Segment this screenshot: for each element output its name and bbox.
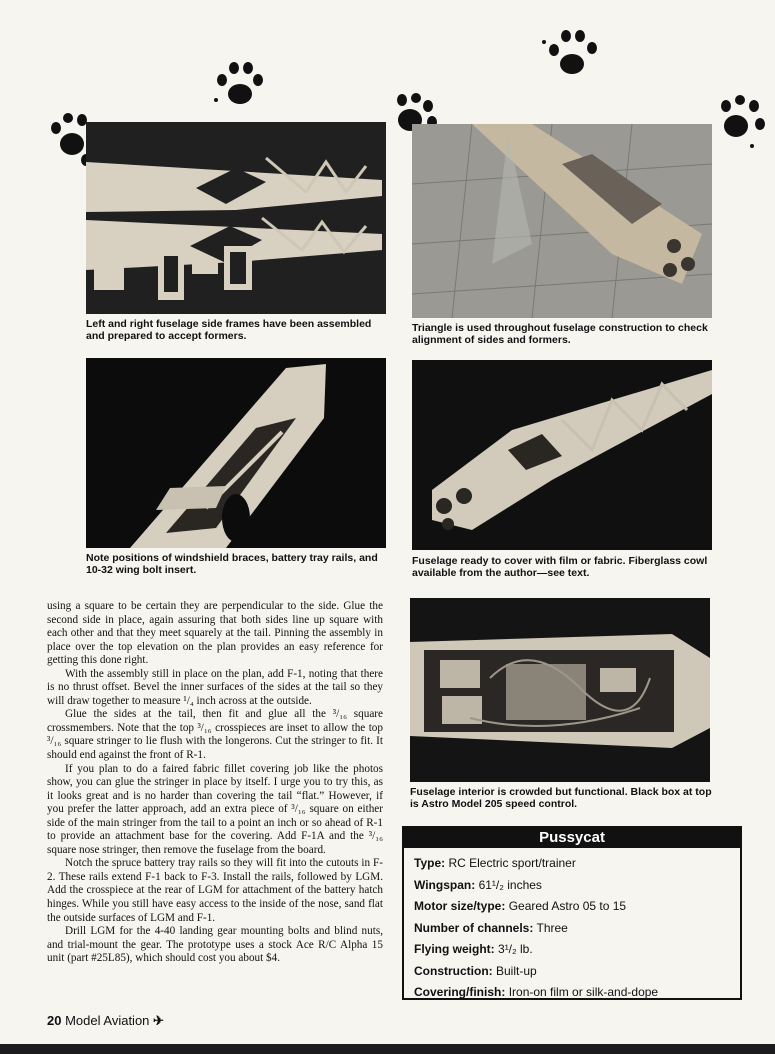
spec-label: Covering/finish: bbox=[414, 985, 506, 999]
spec-value: 61¹/₂ inches bbox=[478, 877, 542, 892]
spec-value: RC Electric sport/trainer bbox=[448, 856, 576, 870]
spec-label: Wingspan: bbox=[414, 877, 476, 892]
spec-value: Geared Astro 05 to 15 bbox=[508, 899, 627, 913]
photo-caption: Triangle is used throughout fuselage construction to check alignment of sides and formers. bbox=[412, 322, 708, 346]
spec-label: Type: bbox=[414, 856, 446, 870]
photo-fuselage-ready bbox=[412, 360, 712, 550]
spec-label: Number of channels: bbox=[414, 920, 534, 935]
photo-windshield-braces bbox=[86, 358, 386, 548]
spec-title: Pussycat bbox=[404, 828, 740, 848]
article-paragraph: using a square to be certain they are perpendicular to the side. Glue the second side in place, again assuring that both sides line up square with each other and that they meet squarely at the tail. Pinning the assembly in place over the top elevation on the plan provides an easy reference for getting this done right. bbox=[47, 600, 383, 667]
article-paragraph: Drill LGM for the 4-40 landing gear mounting bolts and blind nuts, and trial-mount the gear. The prototype uses a stock Ace R/C Alpha 15 unit (part #25L85), which should cost you about $4. bbox=[47, 925, 383, 965]
bottom-border bbox=[0, 1044, 775, 1054]
page-number: 20 bbox=[47, 1013, 62, 1028]
spec-label: Construction: bbox=[414, 963, 493, 978]
spec-label: Motor size/type: bbox=[414, 899, 506, 913]
spec-row bbox=[414, 961, 740, 983]
magazine-name: Model Aviation bbox=[65, 1013, 150, 1028]
spec-value: Iron-on film or silk-and-dope bbox=[508, 985, 659, 999]
spec-label: Flying weight: bbox=[414, 942, 495, 956]
photo-caption: Note positions of windshield braces, battery tray rails, and 10-32 wing bolt insert. bbox=[86, 552, 378, 576]
page-footer bbox=[47, 1013, 164, 1029]
airplane-icon: ✈ bbox=[153, 1013, 164, 1028]
paw-print-icon bbox=[716, 94, 768, 152]
spec-row bbox=[414, 918, 740, 940]
spec-box bbox=[402, 826, 742, 1000]
spec-row bbox=[414, 939, 740, 961]
paw-print-icon bbox=[210, 58, 266, 112]
article-paragraph: Notch the spruce battery tray rails so they will fit into the cutouts in F-2. These rails extend F-1 back to F-3. Install the rails, followed by LGM. Add the crosspiece at the rear of LGM for attachment of the battery hatch hinges. While you still have easy access to the inside of the nose, sand flat the outside surfaces of LGM and F-1. bbox=[47, 857, 383, 924]
article-paragraph: If you plan to do a faired fabric fillet covering job like the photos show, you can glue the stringer in place by itself. I urge you to try this, as it looks great and is no harder than covering the tail “flat.” However, if you prefer the latter approach, add an extra piece of ³/₁₆ square on either side of the main stringer from the tail to a point an inch or so ahead of R-1 to provide an attachment base for the covering. Add F-1A and the ³/₁₆ square nose stringer, then remove the fuselage from the board. bbox=[47, 762, 383, 856]
photo-caption: Left and right fuselage side frames have been assembled and prepared to accept formers. bbox=[86, 318, 372, 342]
photo-triangle-alignment bbox=[412, 124, 712, 318]
article-body bbox=[47, 600, 383, 966]
article-paragraph: With the assembly still in place on the plan, add F-1, noting that there is no thrust offset. Bevel the inner surfaces of the sides at the tail so they will draw together to measure ¹/₄ inch across at the outside. bbox=[47, 667, 383, 707]
spec-row bbox=[414, 982, 740, 1004]
spec-row bbox=[414, 853, 740, 875]
article-paragraph: Glue the sides at the tail, then fit and glue all the ³/₁₆ square crossmembers. Note that the top ³/₁₆ crosspieces are inset to allow the top ³/₁₆ square stringer to lie flush with the longerons. Cut the stringer to fit. It should end against the front of R-1. bbox=[47, 708, 383, 762]
spec-row bbox=[414, 896, 740, 918]
photo-side-frames bbox=[86, 122, 386, 314]
spec-value: 3¹/₂ lb. bbox=[498, 942, 533, 956]
photo-caption: Fuselage interior is crowded but functional. Black box at top is Astro Model 205 speed control. bbox=[410, 786, 712, 810]
photo-fuselage-interior bbox=[410, 598, 710, 782]
photo-caption: Fuselage ready to cover with film or fabric. Fiberglass cowl available from the author—see text. bbox=[412, 555, 708, 579]
spec-value: Built-up bbox=[496, 963, 537, 978]
spec-value: Three bbox=[536, 920, 568, 935]
spec-row bbox=[414, 875, 740, 897]
paw-print-icon bbox=[540, 26, 602, 82]
